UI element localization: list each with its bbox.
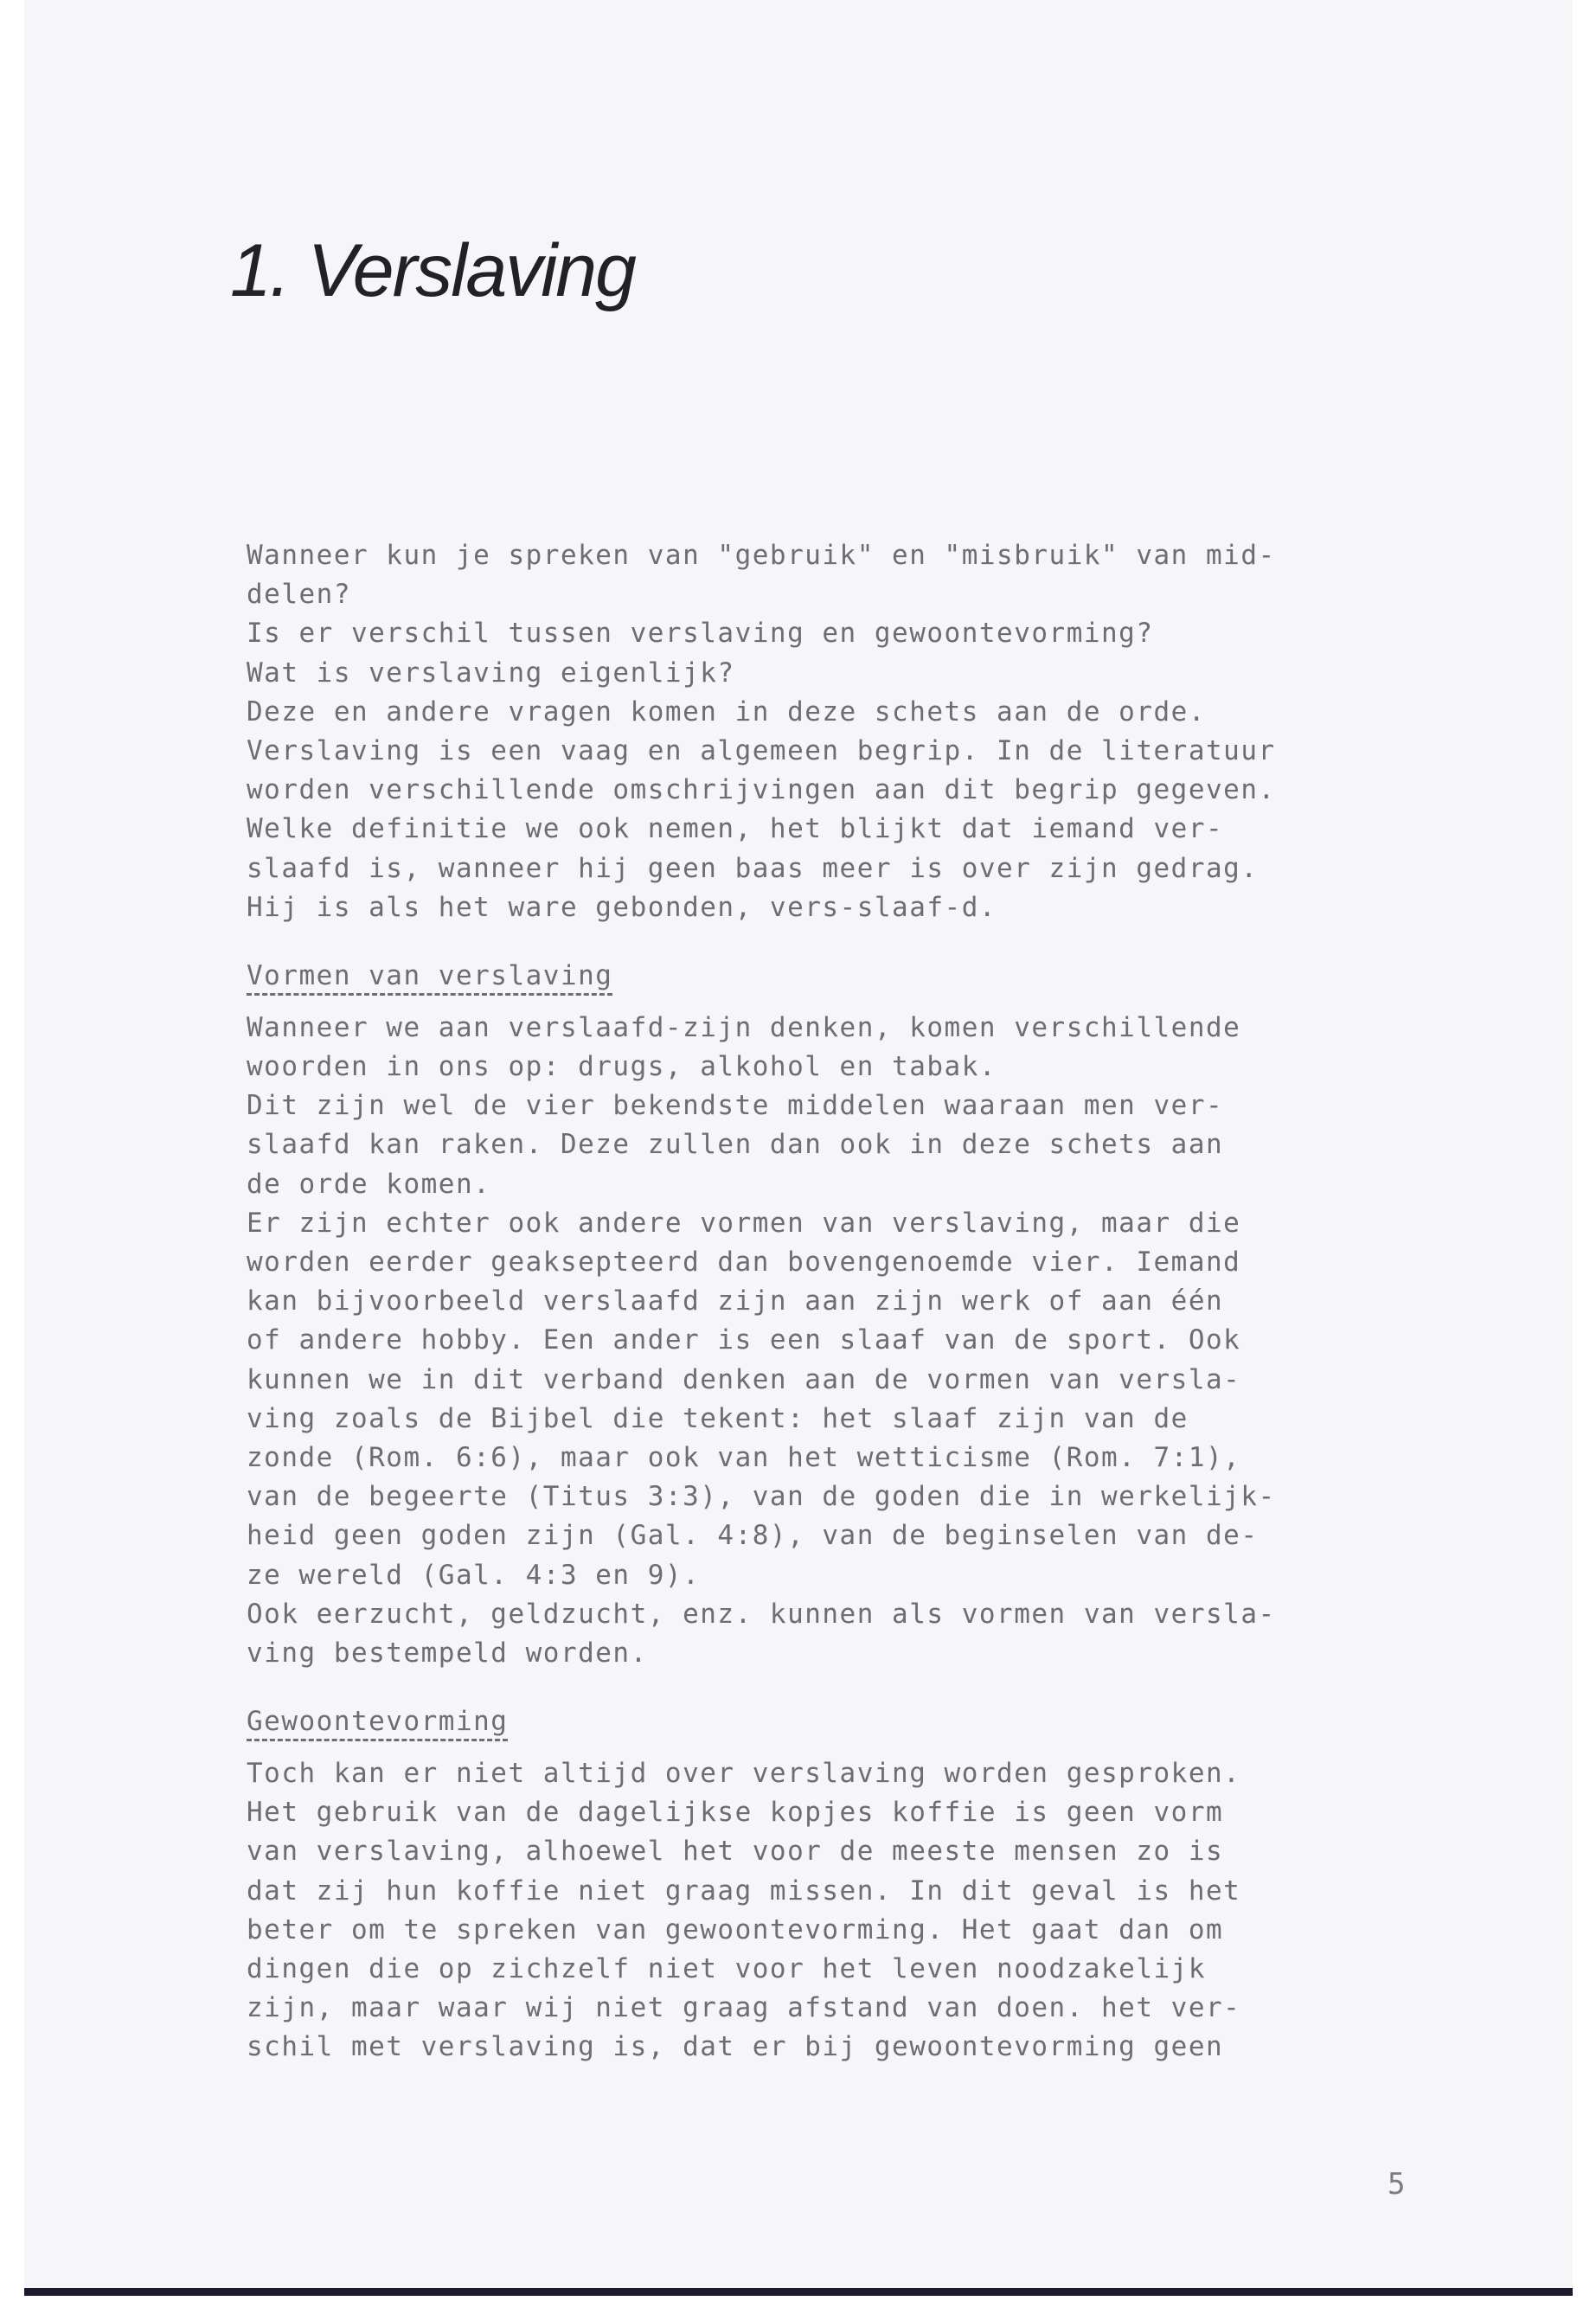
- intro-line: Is er verschil tussen verslaving en gewoontevorming?: [247, 618, 1154, 650]
- section-line: dat zij hun koffie niet graag missen. In dit geval is het: [247, 1875, 1241, 1907]
- section-heading-gewoonte: Gewoontevorming: [247, 1704, 508, 1741]
- section-line: van de begeerte (Titus 3:3), van de goden die in werkelijk-: [247, 1481, 1276, 1513]
- section-line: zijn, maar waar wij niet graag afstand van doen. het ver-: [247, 1992, 1241, 2024]
- intro-line: delen?: [247, 579, 351, 611]
- intro-line: Welke definitie we ook nemen, het blijkt dat iemand ver-: [247, 813, 1224, 845]
- section-line: ving zoals de Bijbel die tekent: het slaaf zijn van de: [247, 1402, 1189, 1434]
- section-vormen-paragraph: [247, 1009, 1475, 1673]
- section-line: ving bestempeld worden.: [247, 1637, 648, 1669]
- chapter-title: 1. Verslaving: [230, 229, 635, 312]
- page-margin: [0, 0, 24, 2301]
- intro-line: worden verschillende omschrijvingen aan dit begrip gegeven.: [247, 774, 1276, 806]
- intro-line: Verslaving is een vaag en algemeen begrip. In de literatuur: [247, 734, 1276, 766]
- section-line: kan bijvoorbeeld verslaafd zijn aan zijn werk of aan één: [247, 1285, 1224, 1317]
- section-line: Er zijn echter ook andere vormen van verslaving, maar die: [247, 1207, 1241, 1239]
- intro-line: slaafd is, wanneer hij geen baas meer is over zijn gedrag.: [247, 852, 1259, 884]
- section-line: heid geen goden zijn (Gal. 4:8), van de beginselen van de-: [247, 1520, 1259, 1552]
- intro-line: Deze en andere vragen komen in deze schets aan de orde.: [247, 695, 1206, 727]
- section-line: worden eerder geaksepteerd dan bovengenoemde vier. Iemand: [247, 1247, 1241, 1278]
- section-line: ze wereld (Gal. 4:3 en 9).: [247, 1559, 701, 1591]
- section-heading-vormen: Vormen van verslaving: [247, 958, 612, 996]
- page-number: 5: [1388, 2167, 1406, 2202]
- section-line: slaafd kan raken. Deze zullen dan ook in deze schets aan: [247, 1129, 1224, 1161]
- intro-paragraph: [247, 536, 1475, 927]
- section-line: van verslaving, alhoewel het voor de meeste mensen zo is: [247, 1836, 1224, 1868]
- section-gewoonte-paragraph: [247, 1754, 1475, 2067]
- intro-line: Wat is verslaving eigenlijk?: [247, 657, 735, 689]
- section-line: Wanneer we aan verslaafd-zijn denken, komen verschillende: [247, 1011, 1241, 1043]
- section-line: Het gebruik van de dagelijkse kopjes koffie is geen vorm: [247, 1797, 1224, 1829]
- section-line: Toch kan er niet altijd over verslaving worden gesproken.: [247, 1758, 1241, 1790]
- section-line: de orde komen.: [247, 1168, 491, 1200]
- section-line: Ook eerzucht, geldzucht, enz. kunnen als vormen van versla-: [247, 1598, 1276, 1630]
- section-line: kunnen we in dit verband denken aan de vormen van versla-: [247, 1363, 1241, 1395]
- document-page: [24, 0, 1573, 2288]
- bottom-rule: [24, 2288, 1573, 2296]
- section-line: beter om te spreken van gewoontevorming. Het gaat dan om: [247, 1913, 1224, 1945]
- section-line: Dit zijn wel de vier bekendste middelen waaraan men ver-: [247, 1090, 1224, 1122]
- section-line: woorden in ons op: drugs, alkohol en tabak.: [247, 1051, 997, 1083]
- section-line: zonde (Rom. 6:6), maar ook van het wetticisme (Rom. 7:1),: [247, 1441, 1241, 1473]
- section-line: of andere hobby. Een ander is een slaaf van de sport. Ook: [247, 1324, 1241, 1356]
- section-heading-vormen-wrapper: [247, 957, 1475, 1002]
- intro-line: Wanneer kun je spreken van "gebruik" en "misbruik" van mid-: [247, 540, 1276, 571]
- section-heading-gewoonte-wrapper: [247, 1702, 1475, 1747]
- section-line: schil met verslaving is, dat er bij gewoontevorming geen: [247, 2031, 1224, 2063]
- section-line: dingen die op zichzelf niet voor het leven noodzakelijk: [247, 1953, 1206, 1984]
- intro-line: Hij is als het ware gebonden, vers-slaaf-d.: [247, 891, 997, 923]
- body-text: [247, 536, 1475, 2067]
